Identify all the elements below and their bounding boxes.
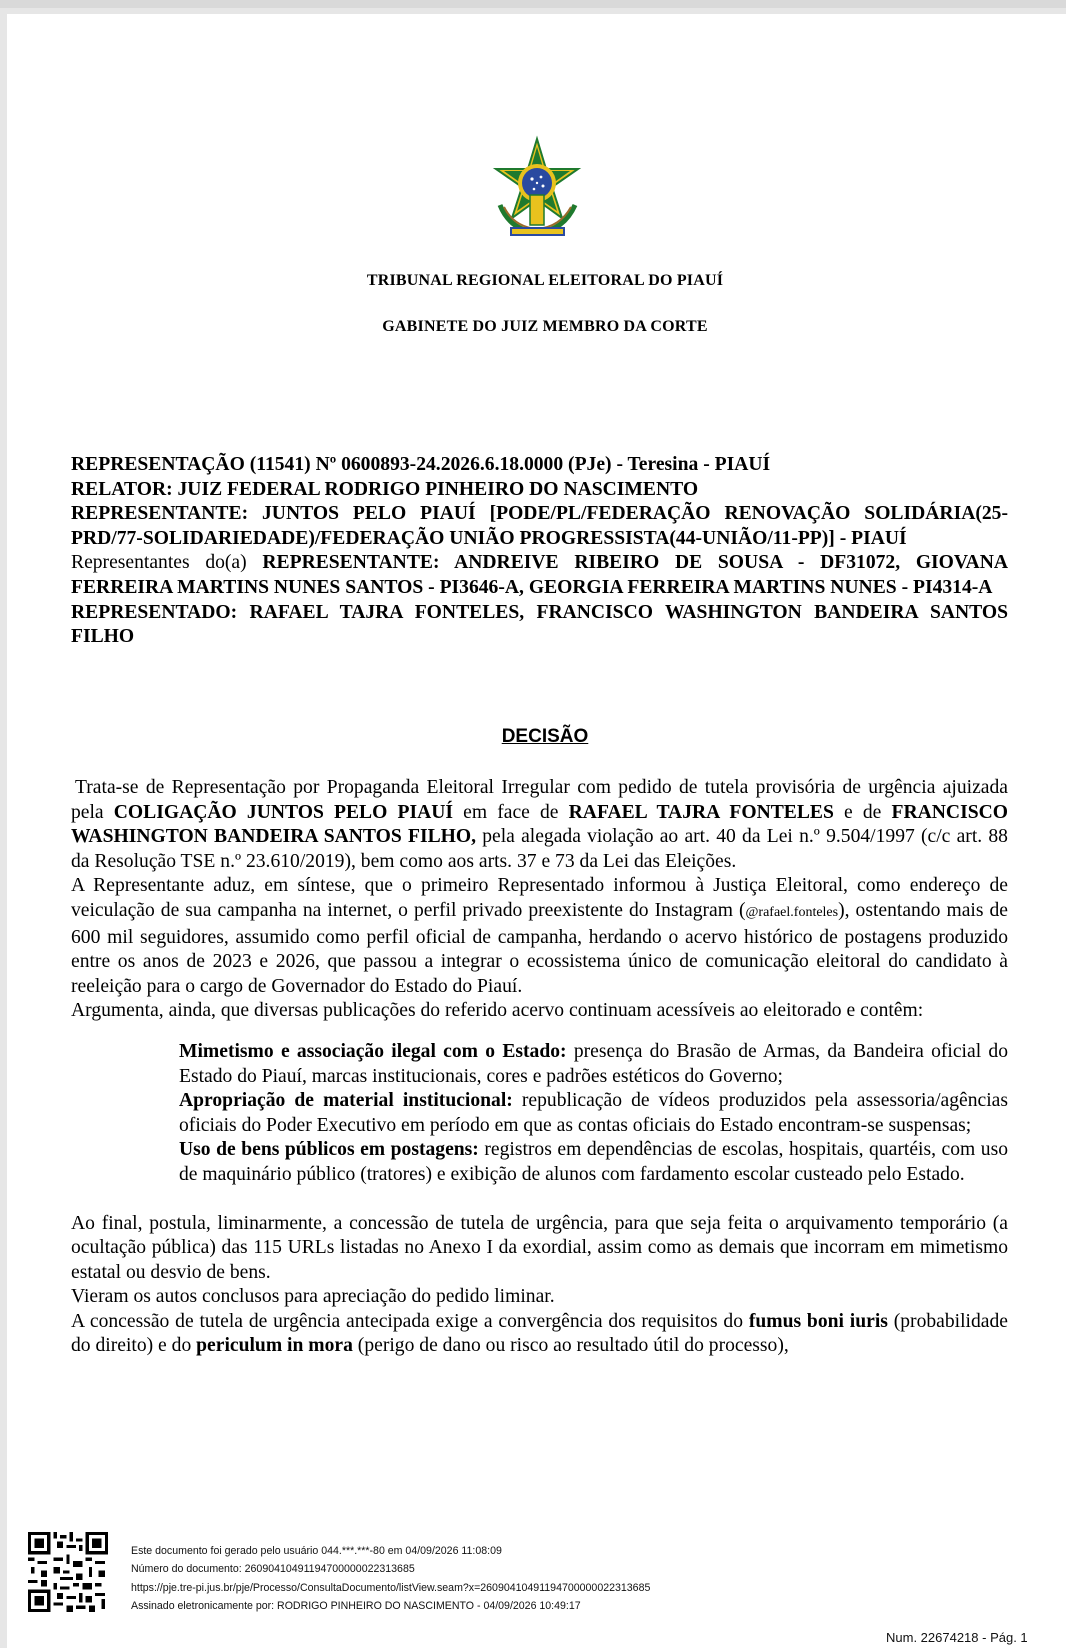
list-item-text: presença do Brasão de Armas, da Bandeira oficial do Estado do Piauí, marcas institucionais, cores e padrões estéticos do Governo;: [179, 1040, 1009, 1087]
instagram-handle: @rafael.fonteles: [745, 904, 839, 920]
decision-body: [71, 776, 1008, 1359]
document-footer: [131, 1542, 650, 1616]
text-run: em face de: [453, 801, 569, 823]
list-item-term: Apropriação de material institucional:: [179, 1090, 513, 1112]
counsel-prefix: Representantes do(a): [71, 552, 247, 574]
paragraph: [71, 776, 1008, 874]
paragraph: Argumenta, ainda, que diversas publicações do referido acervo continuam acessíveis ao eleitorado e contêm:: [71, 1000, 924, 1022]
allegations-list: [179, 1040, 1008, 1188]
case-number-line: REPRESENTAÇÃO (11541) Nº 0600893-24.2026.6.18.0000 (PJe) - Teresina - PIAUÍ: [71, 454, 771, 475]
defendant-line: REPRESENTADO: RAFAEL TAJRA FONTELES, FRANCISCO WASHINGTON BANDEIRA SANTOS FILHO: [71, 601, 1008, 648]
list-item: [179, 1138, 1008, 1187]
party-name: FRANCISCO WASHINGTON BANDEIRA SANTOS FILHO,: [71, 801, 1008, 848]
spacer: [71, 1188, 1008, 1212]
text-run: A Representante aduz, em síntese, que o primeiro Representado informou à Justiça Eleitoral, como endereço de veiculação de sua campanha na internet, o perfil privado preexistente do Instagram (: [71, 875, 1008, 921]
party-name: COLIGAÇÃO JUNTOS PELO PIAUÍ: [113, 801, 454, 823]
text-run: (perigo de dano ou risco ao resultado útil do processo),: [352, 1335, 789, 1357]
paragraph: Ao final, postula, liminarmente, a concessão de tutela de urgência, para que seja feita o arquivamento temporário (a ocultação pública) das 115 URLs listadas no Anexo I da exordial, assim como as demais que incorram em mimetismo estatal ou desvio de bens.: [71, 1212, 1008, 1283]
footer-generated: Este documento foi gerado pelo usuário 044.***.***-80 em 04/09/2026 11:08:09: [131, 1545, 502, 1557]
list-item-text: registros em dependências de escolas, hospitais, quartéis, com uso de maquinário público (tratores) e exibição de alunos com fardamento escolar custeado pelo Estado.: [179, 1139, 1008, 1185]
latin-term: fumus boni iuris: [748, 1310, 888, 1332]
footer-doc-number: Número do documento: 26090410491194700000022313685: [131, 1563, 415, 1576]
latin-term: periculum in mora: [196, 1335, 353, 1357]
court-name: TRIBUNAL REGIONAL ELEITORAL DO PIAUÍ: [366, 272, 724, 289]
text-run: pela alegada violação ao art. 40 da Lei n.º 9.504/1997 (c/c art. 88 da Resolução TSE n.º 23.610/2019), bem como aos arts. 37 e 73 da Lei das Eleições.: [71, 826, 1008, 872]
case-header: [71, 453, 1008, 650]
text-run: (probabilidade do direito) e do: [71, 1310, 1008, 1357]
list-item-term: Uso de bens públicos em postagens:: [179, 1139, 479, 1161]
rapporteur-line: RELATOR: JUIZ FEDERAL RODRIGO PINHEIRO DO NASCIMENTO: [71, 478, 699, 500]
list-item: [179, 1040, 1008, 1089]
coat-of-arms-icon: [490, 135, 585, 245]
text-run: A concessão de tutela de urgência antecipada exige a convergência dos requisitos do: [71, 1310, 749, 1332]
top-edge: [0, 0, 1066, 8]
paragraph: Vieram os autos conclusos para apreciação do pedido liminar.: [71, 1286, 555, 1308]
list-item-text: republicação de vídeos produzidos pela assessoria/agências oficiais do Poder Executivo em período em que as contas oficiais do Estado encontram-se suspensas;: [179, 1090, 1008, 1136]
counsel-names: REPRESENTANTE: ANDREIVE RIBEIRO DE SOUSA - DF31072, GIOVANA FERREIRA MARTINS NUNES SANTOS - PI3646-A, GEORGIA FERREIRA MARTINS NUNES - PI4314-A: [71, 552, 1008, 598]
text-run: ), ostentando mais de 600 mil seguidores, assumido como perfil oficial de campanha, herdando o acervo histórico de postagens produzido entre os anos de 2023 e 2026, que passou a integrar o ecossistema único de comunicação eleitoral do candidato à reeleição para o cargo de Governador do Estado do Piauí.: [71, 899, 1008, 997]
decision-title: DECISÃO: [501, 726, 589, 747]
footer-signature: Assinado eletronicamente por: RODRIGO PINHEIRO DO NASCIMENTO - 04/09/2026 10:49:17: [131, 1600, 581, 1613]
list-item: [179, 1089, 1008, 1138]
page-number: Num. 22674218 - Pág. 1: [886, 1630, 1028, 1645]
office-name: GABINETE DO JUIZ MEMBRO DA CORTE: [382, 318, 708, 335]
party-name: RAFAEL TAJRA FONTELES: [568, 801, 834, 823]
text-run: e de: [833, 801, 892, 823]
counsel-line: [71, 551, 1008, 600]
qr-code-icon: [28, 1532, 108, 1612]
paragraph: [71, 874, 1008, 999]
text-run: Trata-se de Representação por Propaganda Eleitoral Irregular com pedido de tutela provisória de urgência ajuizada pela: [71, 777, 1008, 823]
footer-url[interactable]: https://pje.tre-pi.jus.br/pje/Processo/ConsultaDocumento/listView.seam?x=26090410491194700000022313685: [131, 1581, 651, 1594]
paragraph: [71, 1310, 1008, 1359]
list-item-term: Mimetismo e associação ilegal com o Estado:: [179, 1040, 567, 1062]
plaintiff-line: REPRESENTANTE: JUNTOS PELO PIAUÍ [PODE/PL/FEDERAÇÃO RENOVAÇÃO SOLIDÁRIA(25-PRD/77-SOLIDARIEDADE)/FEDERAÇÃO UNIÃO PROGRESSISTA(44-UNIÃO/11-PP)] - PIAUÍ: [71, 503, 1008, 549]
